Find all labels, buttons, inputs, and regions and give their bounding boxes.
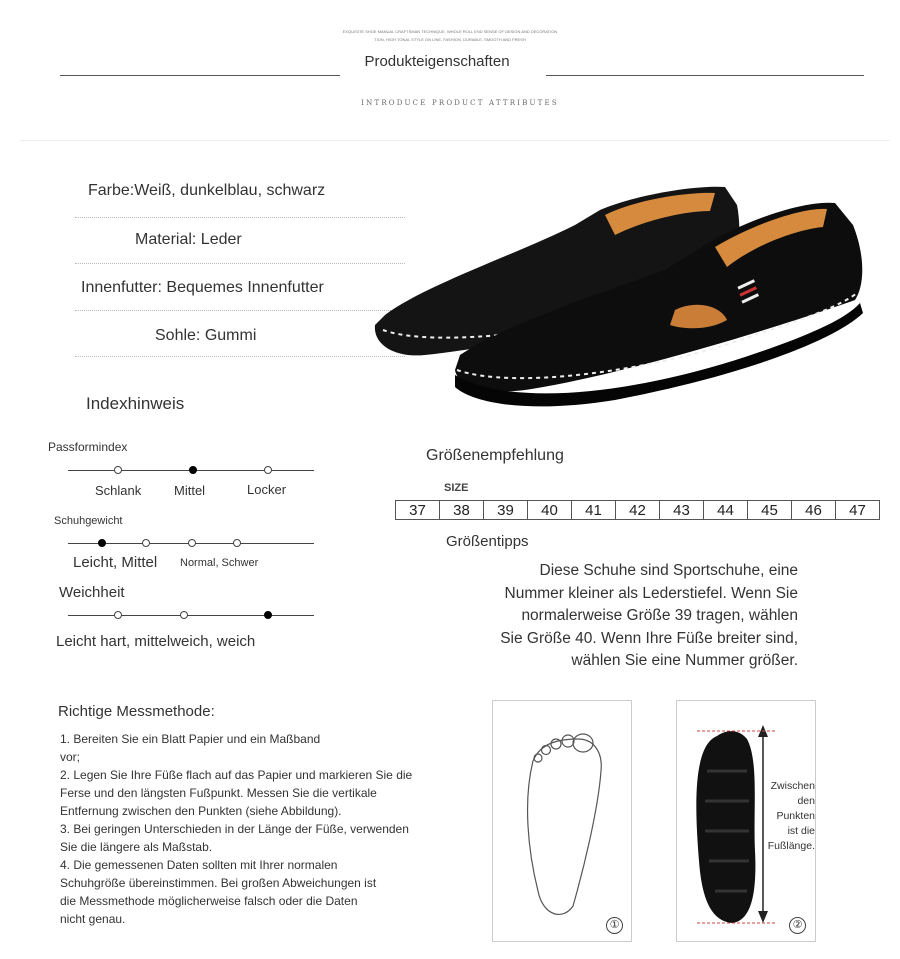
attribute-divider [75, 217, 405, 218]
fit-option-loose-label: Locker [247, 482, 287, 497]
figure-sole-measure [676, 700, 816, 942]
caption-line: Zwischen [770, 780, 815, 792]
softness-hard-marker [114, 611, 122, 619]
size-cell: 45 [748, 501, 792, 520]
header-tagline-1: EXQUISITE SHOE MANUAL CRAFTSMAN TECHNIQUE, WHOLE ROLL END SENSE OF DESIGN AND DECORATION [342, 29, 558, 34]
attribute-lining: Innenfutter: Bequemes Innenfutter [81, 279, 324, 296]
weight-heavy-marker [233, 539, 241, 547]
size-label: SIZE [444, 482, 469, 494]
size-heading: Größenempfehlung [426, 447, 564, 464]
attribute-divider [75, 263, 405, 264]
weight-secondary-label: Normal, Schwer [180, 557, 259, 569]
measurement-line: nicht genau. [60, 912, 126, 926]
size-cell: 46 [792, 501, 836, 520]
size-table [395, 500, 880, 520]
weight-normal-marker [188, 539, 196, 547]
size-cell: 38 [440, 501, 484, 520]
measurement-line: 1. Bereiten Sie ein Blatt Papier und ein Maßband [60, 732, 321, 746]
fit-index-title: Passformindex [48, 440, 128, 454]
softness-index-track [68, 615, 314, 616]
measurement-instructions [60, 730, 490, 928]
fit-option-slim-marker [114, 466, 122, 474]
measurement-line: Ferse und den längsten Fußpunkt. Messen Sie die vertikale [60, 786, 377, 800]
page-subtitle: INTRODUCE PRODUCT ATTRIBUTES [361, 99, 559, 107]
measurement-line: Schuhgröße übereinstimmen. Bei großen Abweichungen ist [60, 876, 377, 890]
caption-line: ist die [787, 825, 815, 837]
caption-line: Punkten [776, 810, 815, 822]
size-tip-line: Nummer kleiner als Lederstiefel. Wenn Sie [504, 584, 798, 602]
measurement-line: die Messmethode möglicherweise falsch oder die Daten [60, 894, 358, 908]
attribute-divider [75, 310, 405, 311]
size-cell: 42 [616, 501, 660, 520]
caption-line: Fußlänge. [767, 840, 815, 852]
measurement-line: vor; [60, 750, 81, 764]
index-heading: Indexhinweis [86, 394, 185, 413]
page-title: Produkteigenschaften [364, 53, 510, 70]
header-rule-right [546, 75, 864, 76]
header-tagline-2: TION, HIGH TONAL STYLE ON LINE, FASHION, DURABLE, SMOOTH AND FRESH [374, 37, 526, 42]
attribute-color: Farbe:Weiß, dunkelblau, schwarz [88, 182, 326, 199]
attribute-divider [75, 356, 405, 357]
header-rule-left [60, 75, 340, 76]
size-cell: 47 [836, 501, 880, 520]
size-cell: 40 [528, 501, 572, 520]
size-tips-text [420, 560, 798, 673]
size-row [396, 501, 880, 520]
attribute-sole: Sohle: Gummi [155, 327, 257, 344]
measurement-line: 2. Legen Sie Ihre Füße flach auf das Papier und markieren Sie die [60, 768, 413, 782]
size-tip-line: Diese Schuhe sind Sportschuhe, eine [539, 562, 798, 579]
measurement-line: Sie die längere als Maßstab. [60, 840, 213, 854]
size-tip-line: normalerweise Größe 39 tragen, wählen [521, 607, 798, 624]
fit-option-medium-marker [189, 466, 197, 474]
measurement-line: 4. Die gemessenen Daten sollten mit Ihrer normalen [60, 858, 338, 872]
figure-foot-outline [492, 700, 632, 942]
size-cell: 43 [660, 501, 704, 520]
weight-main-label: Leicht, Mittel [73, 554, 158, 571]
size-cell: 44 [704, 501, 748, 520]
figure-2-caption [757, 779, 815, 854]
softness-soft-marker [264, 611, 272, 619]
fit-option-slim-label: Schlank [95, 483, 142, 498]
size-cell: 41 [572, 501, 616, 520]
fit-option-medium-label: Mittel [174, 483, 206, 498]
header-divider [20, 140, 890, 141]
weight-index-title: Schuhgewicht [54, 515, 123, 527]
shoe-product-image [365, 175, 880, 415]
size-tip-line: wählen Sie eine Nummer größer. [571, 652, 798, 669]
attribute-material: Material: Leder [135, 231, 242, 248]
figure-1-number: ① [606, 917, 623, 934]
size-cell: 39 [484, 501, 528, 520]
weight-light-marker [98, 539, 106, 547]
size-tips-heading: Größentipps [446, 533, 529, 550]
softness-index-title: Weichheit [59, 584, 125, 601]
size-cell: 37 [396, 501, 440, 520]
figure-2-number: ② [789, 917, 806, 934]
measurement-line: Entfernung zwischen den Punkten (siehe Abbildung). [60, 804, 342, 818]
weight-medium-marker [142, 539, 150, 547]
softness-options-label: Leicht hart, mittelweich, weich [56, 633, 256, 650]
fit-option-loose-marker [264, 466, 272, 474]
caption-line: den [797, 795, 815, 807]
foot-outline-icon [493, 701, 631, 941]
measurement-line: 3. Bei geringen Unterschieden in der Länge der Füße, verwenden [60, 822, 409, 836]
size-tip-line: Sie Größe 40. Wenn Ihre Füße breiter sind, [500, 629, 798, 647]
softness-medium-marker [180, 611, 188, 619]
measurement-heading: Richtige Messmethode: [58, 703, 215, 720]
